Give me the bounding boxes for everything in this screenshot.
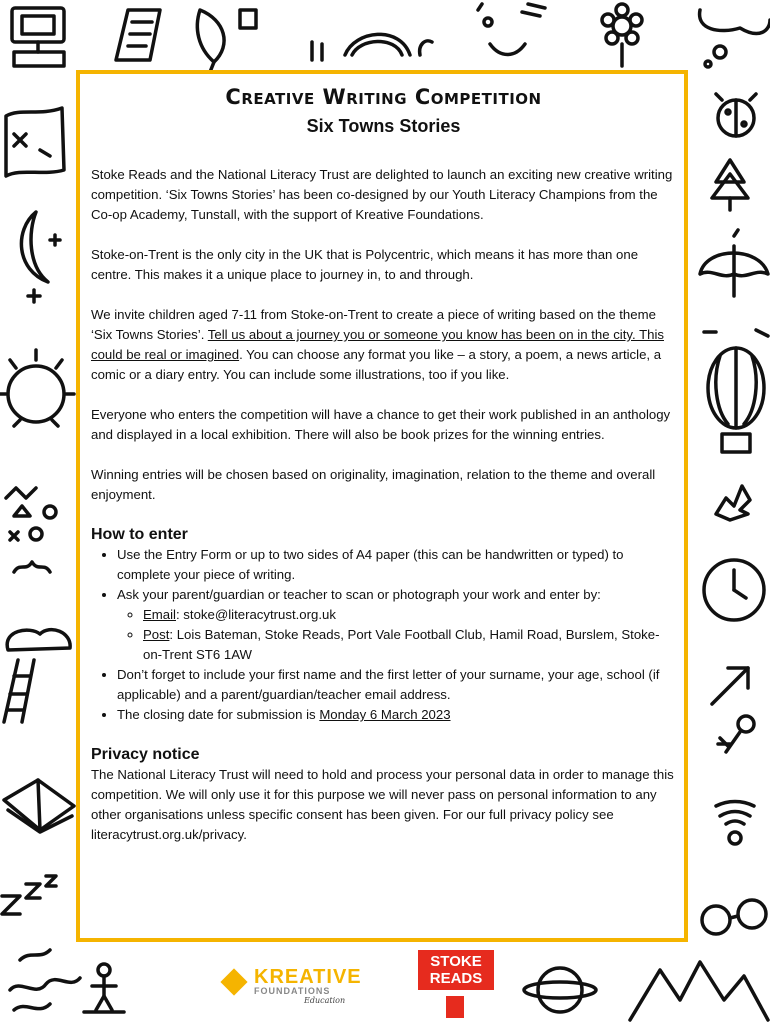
list-item (117, 585, 676, 665)
submit-instruction: Ask your parent/guardian or teacher to scan or photograph your work and enter by: (117, 587, 601, 602)
moon-icon (21, 212, 60, 302)
how-to-enter-list (91, 545, 676, 725)
wifi-icon (716, 802, 754, 845)
kreative-wordmark: KREATIVE (254, 966, 362, 988)
postal-address: : Lois Bateman, Stoke Reads, Port Vale Football Club, Hamil Road, Burslem, Stoke-on-Trent ST6 1AW (143, 627, 660, 662)
invite-format-text: . You can choose any format you like – a story, a poem, a news article, a comic or a diary entry. You can include some illustrations, too if you like. (91, 347, 662, 382)
computer-icon (12, 8, 64, 66)
post-label: Post (143, 627, 170, 642)
key-icon (718, 716, 754, 752)
foundations-wordmark: FOUNDATIONS (254, 986, 331, 996)
judging-paragraph: Winning entries will be chosen based on originality, imagination, relation to the theme and overall enjoyment. (91, 467, 656, 502)
submission-methods (117, 605, 676, 665)
email-address: : stoke@literacytrust.org.uk (175, 607, 336, 622)
tree-icon (712, 160, 748, 210)
invite-text: We invite children aged 7-11 from Stoke-on-Trent to create a piece of writing based on the theme ‘Six Towns Stories’. (91, 307, 656, 342)
arrow-icon (712, 668, 748, 704)
email-label[interactable]: Email (143, 607, 176, 622)
kreative-foundations-logo (222, 962, 362, 1006)
literacy-trust-badge (446, 996, 464, 1018)
invite-paragraph (91, 305, 676, 385)
umbrella-icon (700, 230, 768, 296)
page-title: Creative Writing Competition (225, 85, 542, 109)
quill-icon (197, 10, 256, 72)
ladybird-icon (716, 94, 756, 136)
flower-icon (602, 4, 642, 66)
hot-air-balloon-icon (704, 330, 768, 452)
closing-date-text: The closing date for submission is (117, 707, 320, 722)
privacy-text: The National Literacy Trust will need to hold and process your personal data in order to manage this competition. We will only use it for this purpose we will never pass on personal information to any other organisations unless specific consent has been given. For our full privacy policy see literacytrust.org.uk/privacy. (91, 767, 674, 842)
reads-wordmark: READS (429, 970, 483, 987)
education-script: Education (304, 996, 346, 1005)
cube-icon (220, 968, 247, 995)
footer-logos (0, 950, 770, 1024)
thought-cloud-icon (700, 10, 770, 67)
privacy-heading: Privacy notice (91, 746, 200, 763)
intro-paragraph-1: Stoke Reads and the National Literacy Trust are delighted to launch an exciting new creative writing competition. ‘Six Towns Stories’ has been co-designed by our Youth Literacy Champions from the Co-op Academy, Tunstall, with the support of Kreative Foundations. (91, 167, 673, 222)
document-body (91, 83, 676, 845)
face-icon (478, 4, 545, 55)
list-item (117, 705, 676, 725)
closing-date: Monday 6 March 2023 (319, 707, 451, 722)
post-method (143, 625, 676, 665)
map-icon (6, 108, 64, 176)
book-icon (4, 780, 74, 832)
glasses-icon (702, 900, 766, 934)
page-subtitle: Six Towns Stories (306, 116, 461, 136)
stoke-wordmark: STOKE (430, 953, 482, 970)
leaf-icon (716, 486, 750, 520)
clock-icon (704, 560, 764, 620)
ladder-cloud-icon (4, 630, 70, 722)
sleep-icon (2, 876, 56, 914)
how-to-enter-heading: How to enter (91, 526, 188, 543)
list-item: • Don’t forget to include your first name and the first letter of your surname, your age, school (if applicable) and a parent/guardian/teacher email address. (117, 665, 676, 705)
list-item: • Use the Entry Form or up to two sides of A4 paper (this can be handwritten or typed) to complete your piece of writing. (117, 545, 676, 585)
stoke-reads-logo (418, 950, 494, 990)
intro-paragraph-2: Stoke-on-Trent is the only city in the UK that is Polycentric, which means it has more than one centre. This makes it a unique place to journey in, to and through. (91, 247, 639, 282)
shapes-icon (6, 488, 56, 572)
sun-icon (0, 350, 74, 426)
journey-prompt: Tell us about a journey you or someone you know has been on in the city. This could be real or imagined (91, 327, 664, 362)
bridge-icon (312, 34, 432, 60)
scroll-icon (116, 10, 160, 60)
publication-paragraph: Everyone who enters the competition will have a chance to get their work published in an anthology and displayed in a local exhibition. There will also be book prizes for the winning entries. (91, 407, 671, 442)
email-method (143, 605, 676, 625)
